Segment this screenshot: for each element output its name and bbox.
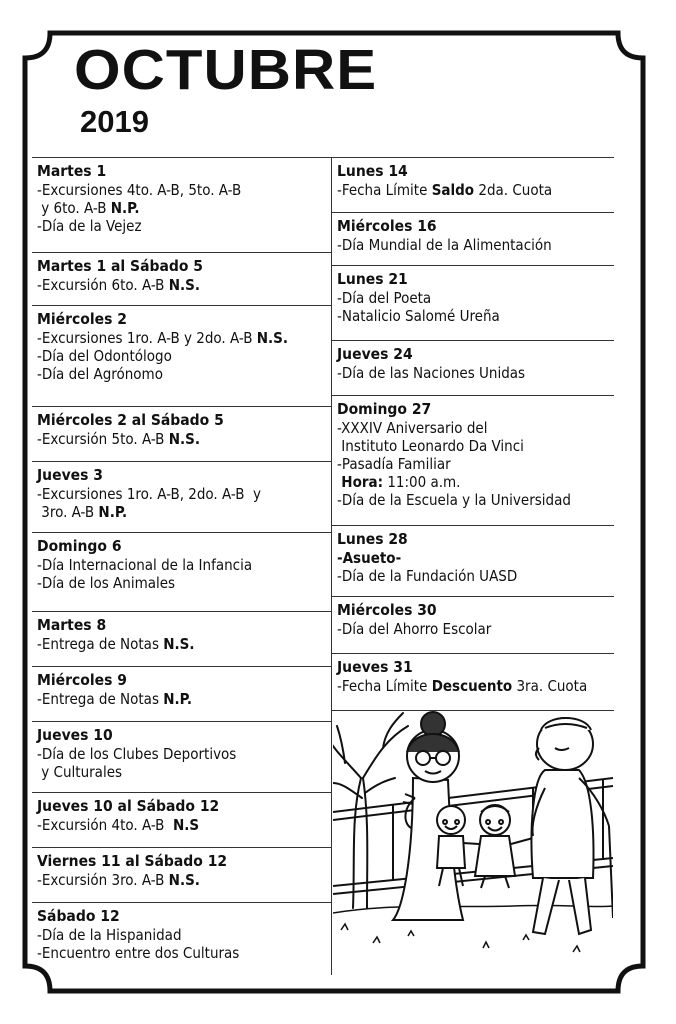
entry-date: Jueves 10 <box>37 726 113 744</box>
entry-text: -Excursión 6to. A-B <box>37 276 169 294</box>
entry-text: -Día de los Animales <box>37 574 176 592</box>
entry-text: -Excursiones 4to. A-B, 5to. A-B <box>37 181 242 199</box>
entry-emphasis: N.P. <box>98 503 128 521</box>
family-illustration <box>333 708 613 974</box>
calendar-entry <box>332 654 614 711</box>
entry-line <box>337 473 614 491</box>
entry-line <box>337 455 614 473</box>
entry-line <box>37 485 331 503</box>
entry-text: -Día de la Hispanidad <box>37 926 182 944</box>
entry-emphasis: N.S. <box>168 430 200 448</box>
entry-date: Jueves 10 al Sábado 12 <box>37 797 220 815</box>
entry-text: -Natalicio Salomé Ureña <box>337 307 500 325</box>
entry-line <box>37 745 331 763</box>
entry-line <box>37 816 331 834</box>
entry-line <box>37 329 331 347</box>
entry-text: -Día de la Escuela y la Universidad <box>337 491 571 509</box>
entry-line <box>37 635 331 653</box>
entry-text: -Excursión 5to. A-B <box>37 430 169 448</box>
entry-line <box>37 690 331 708</box>
entry-text: -Día Mundial de la Alimentación <box>337 236 552 254</box>
entry-text: -Fecha Límite <box>337 181 432 199</box>
calendar-entry <box>332 396 614 526</box>
calendar-entry <box>32 158 331 253</box>
entry-text: 3ra. Cuota <box>512 677 588 695</box>
entry-date: Martes 8 <box>37 616 107 634</box>
entry-line <box>337 620 614 638</box>
entry-text: 11:00 a.m. <box>383 473 461 491</box>
entry-text: -XXXIV Aniversario del <box>337 419 488 437</box>
entry-text: -Excursiones 1ro. A-B, 2do. A-B y <box>37 485 262 503</box>
entry-emphasis: N.S <box>173 816 200 834</box>
entry-line <box>37 763 331 781</box>
entry-line <box>37 430 331 448</box>
entry-text: Instituto Leonardo Da Vinci <box>337 437 524 455</box>
entry-line <box>37 181 331 199</box>
entry-emphasis: Saldo <box>431 181 475 199</box>
entry-line <box>337 549 614 567</box>
calendar-entry <box>332 526 614 597</box>
entry-text: 3ro. A-B <box>37 503 99 521</box>
entry-line <box>337 419 614 437</box>
entry-text: -Entrega de Notas <box>37 635 164 653</box>
entry-line <box>337 181 614 199</box>
calendar-entry <box>32 306 331 407</box>
entry-date: Martes 1 al Sábado 5 <box>37 257 203 275</box>
entry-emphasis: -Asueto- <box>337 549 402 567</box>
entry-date: Jueves 3 <box>37 466 103 484</box>
entry-text: -Día de la Fundación UASD <box>337 567 518 585</box>
entry-text: -Día del Poeta <box>337 289 432 307</box>
entry-date: Viernes 11 al Sábado 12 <box>37 852 228 870</box>
entry-text: -Entrega de Notas <box>37 690 164 708</box>
calendar-entry <box>332 158 614 213</box>
entry-emphasis: N.S. <box>256 329 289 347</box>
entry-date: Jueves 31 <box>337 658 413 676</box>
entry-text: y 6to. A-B <box>37 199 111 217</box>
entry-line <box>337 307 614 325</box>
entry-emphasis: N.S. <box>163 635 195 653</box>
calendar-entry <box>332 597 614 654</box>
entry-line <box>37 503 331 521</box>
calendar-entry <box>32 793 331 848</box>
entry-line <box>37 556 331 574</box>
entry-date: Lunes 14 <box>337 162 408 180</box>
entry-line <box>337 364 614 382</box>
calendar-entry <box>32 407 331 462</box>
entry-line <box>337 289 614 307</box>
left-column <box>32 158 331 975</box>
entry-line <box>37 276 331 294</box>
entry-line <box>37 944 331 962</box>
right-column <box>332 158 614 711</box>
calendar-entry <box>32 612 331 667</box>
entry-date: Lunes 28 <box>337 530 408 548</box>
entry-date: Domingo 27 <box>337 400 432 418</box>
entry-text: -Día de los Clubes Deportivos <box>37 745 237 763</box>
calendar-entry <box>332 266 614 341</box>
calendar-entry <box>32 253 331 306</box>
calendar-entry <box>332 213 614 266</box>
entry-text: -Día del Ahorro Escolar <box>337 620 492 638</box>
entry-text: -Fecha Límite <box>337 677 432 695</box>
entry-line <box>37 871 331 889</box>
entry-text: -Pasadía Familiar <box>337 455 451 473</box>
calendar-entry <box>32 848 331 903</box>
calendar-entry <box>32 533 331 612</box>
calendar-entry <box>332 341 614 396</box>
entry-date: Sábado 12 <box>37 907 120 925</box>
entry-date: Jueves 24 <box>337 345 413 363</box>
entry-text: -Día de la Vejez <box>37 217 142 235</box>
entry-date: Miércoles 16 <box>337 217 437 235</box>
entry-text: -Día del Agrónomo <box>37 365 163 383</box>
entry-line <box>37 199 331 217</box>
entry-line <box>37 574 331 592</box>
entry-line <box>337 567 614 585</box>
entry-emphasis: N.P. <box>110 199 140 217</box>
entry-date: Miércoles 30 <box>337 601 437 619</box>
entry-text: -Día Internacional de la Infancia <box>37 556 253 574</box>
entry-line <box>37 217 331 235</box>
entry-emphasis: N.S. <box>168 871 200 889</box>
entry-text: -Excursión 3ro. A-B <box>37 871 169 889</box>
month-title: OCTUBRE <box>74 38 378 102</box>
calendar-entry <box>32 462 331 533</box>
entry-date: Martes 1 <box>37 162 107 180</box>
entry-text: y Culturales <box>37 763 123 781</box>
entry-text: -Día de las Naciones Unidas <box>337 364 526 382</box>
entry-text: -Encuentro entre dos Culturas <box>37 944 240 962</box>
entry-date: Domingo 6 <box>37 537 122 555</box>
entry-emphasis: Hora: <box>341 473 384 491</box>
entry-line <box>37 347 331 365</box>
entry-date: Miércoles 9 <box>37 671 127 689</box>
entry-line <box>337 236 614 254</box>
entry-emphasis: N.S. <box>168 276 200 294</box>
entry-text: 2da. Cuota <box>474 181 553 199</box>
entry-emphasis: Descuento <box>431 677 513 695</box>
entry-line <box>337 437 614 455</box>
entry-date: Lunes 21 <box>337 270 408 288</box>
entry-date: Miércoles 2 al Sábado 5 <box>37 411 224 429</box>
entry-line <box>337 677 614 695</box>
calendar-entry <box>32 722 331 793</box>
calendar-entry <box>32 667 331 722</box>
calendar-entry <box>32 903 331 975</box>
entry-text: -Excursión 4to. A-B <box>37 816 174 834</box>
entry-emphasis: N.P. <box>163 690 192 708</box>
entry-date: Miércoles 2 <box>37 310 127 328</box>
entry-text: -Excursiones 1ro. A-B y 2do. A-B <box>37 329 257 347</box>
entry-line <box>337 491 614 509</box>
entry-line <box>37 365 331 383</box>
entry-text: -Día del Odontólogo <box>37 347 172 365</box>
entry-line <box>37 926 331 944</box>
year-title: 2019 <box>80 104 149 139</box>
